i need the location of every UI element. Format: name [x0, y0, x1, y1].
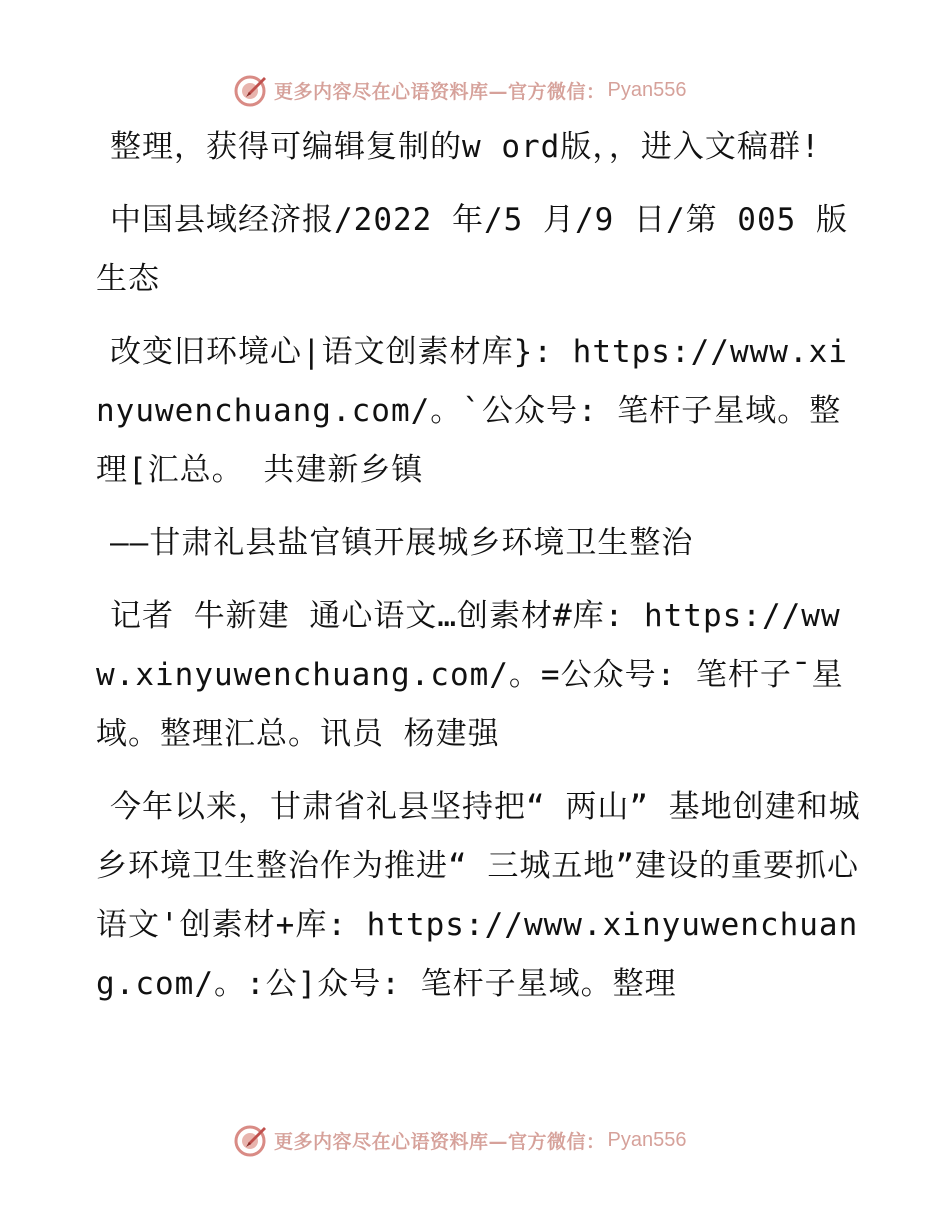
banner-text: 更多内容尽在心语资料库—官方微信：	[274, 80, 606, 103]
paragraph: 改变旧环境心|语文创素材库}: https://www.xinyuwenchuang.com/。`公众号: 笔杆子星域。整理[汇总。 共建新乡镇	[96, 334, 848, 488]
wechat-id: Pyan556	[607, 1128, 687, 1151]
header-banner	[234, 70, 686, 110]
quill-pen-logo-icon	[234, 1123, 268, 1157]
wechat-id: Pyan556	[607, 78, 687, 101]
document-body	[96, 118, 866, 1028]
footer-banner	[234, 1120, 686, 1160]
paragraph: 今年以来，甘肃省礼县坚持把“ 两山” 基地创建和城乡环境卫生整治作为推进“ 三城五地”建设的重要抓心语文'创素材+库: https://www.xinyuwenchuang.com/。:公]众号: 笔杆子星域。整理	[96, 789, 861, 1002]
banner-contact	[608, 79, 687, 102]
banner-contact	[608, 1129, 687, 1152]
paragraph: 整理，获得可编辑复制的w ord版，，进入文稿群!	[110, 129, 821, 165]
paragraph-subtitle: ——甘肃礼县盐官镇开展城乡环境卫生整治	[110, 525, 694, 561]
paragraph-byline: 记者 牛新建 通心语文…创素材#库: https://www.xinyuwenchuang.com/。=公众号: 笔杆子¯星域。整理汇总。讯员 杨建强	[96, 598, 844, 752]
banner-text: 更多内容尽在心语资料库—官方微信：	[274, 1130, 606, 1153]
quill-pen-logo-icon	[234, 73, 268, 107]
paragraph: 中国县域经济报/2022 年/5 月/9 日/第 005 版生态	[96, 202, 848, 297]
